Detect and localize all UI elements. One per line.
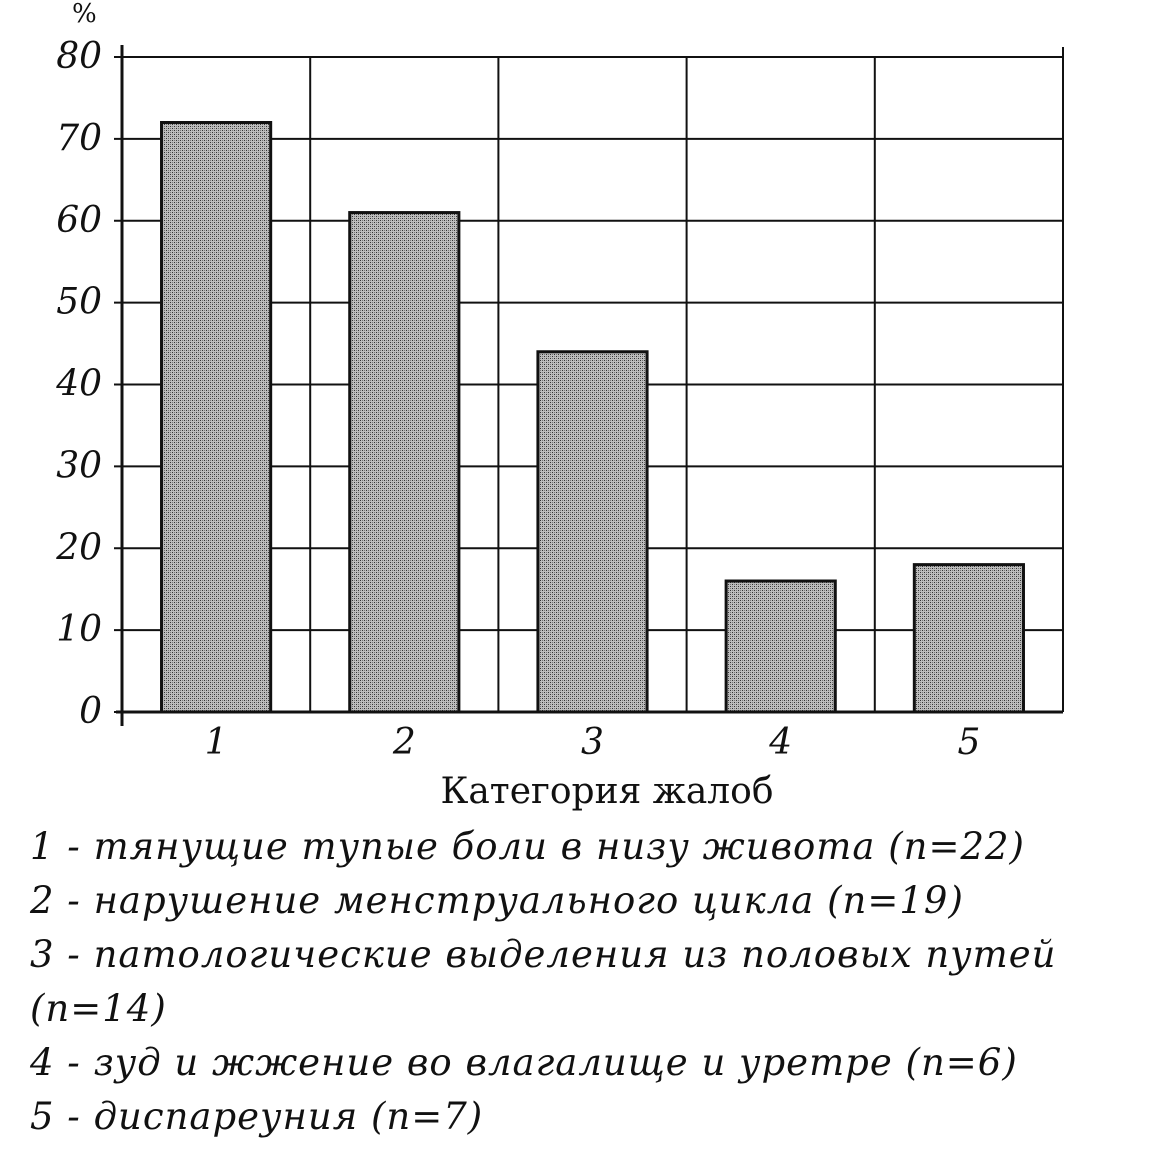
y-tick-label-60: 60 [56, 199, 102, 241]
y-tick-label-40: 40 [56, 363, 102, 405]
y-unit-label: % [72, 0, 97, 29]
y-tick-label-50: 50 [56, 281, 102, 323]
legend-item-5: 5 - диспареуния (n=7) [30, 1095, 484, 1138]
x-tick-label-3: 3 [581, 722, 604, 763]
legend-item-4: 4 - зуд и жжение во влагалище и уретре (n=6) [30, 1041, 1018, 1084]
bar-1 [162, 123, 271, 713]
legend [30, 820, 1150, 1144]
x-tick-label-5: 5 [957, 722, 981, 763]
bar-4 [726, 581, 835, 712]
legend-item-3: 3 - патологические выделения из половых путей (n=14) [30, 933, 1057, 1030]
y-tick-label-10: 10 [56, 609, 102, 651]
legend-item-2: 2 - нарушение менструального цикла (n=19) [30, 879, 964, 922]
y-tick-label-20: 20 [56, 527, 102, 569]
y-tick-label-30: 30 [56, 445, 102, 487]
x-tick-label-1: 1 [204, 722, 228, 763]
bar-3 [538, 352, 647, 712]
y-tick-label-0: 0 [79, 691, 102, 732]
bars [162, 123, 1024, 713]
x-tick-label-2: 2 [392, 722, 416, 763]
y-tick-label-70: 70 [56, 117, 102, 159]
legend-item-1: 1 - тянущие тупые боли в низу живота (n=22) [30, 825, 1025, 868]
x-tick-label-4: 4 [769, 722, 793, 763]
bar-5 [914, 565, 1023, 712]
x-axis-title: Категория жалоб [440, 771, 774, 812]
y-tick-label-80: 80 [56, 36, 102, 77]
bar-2 [350, 213, 459, 712]
